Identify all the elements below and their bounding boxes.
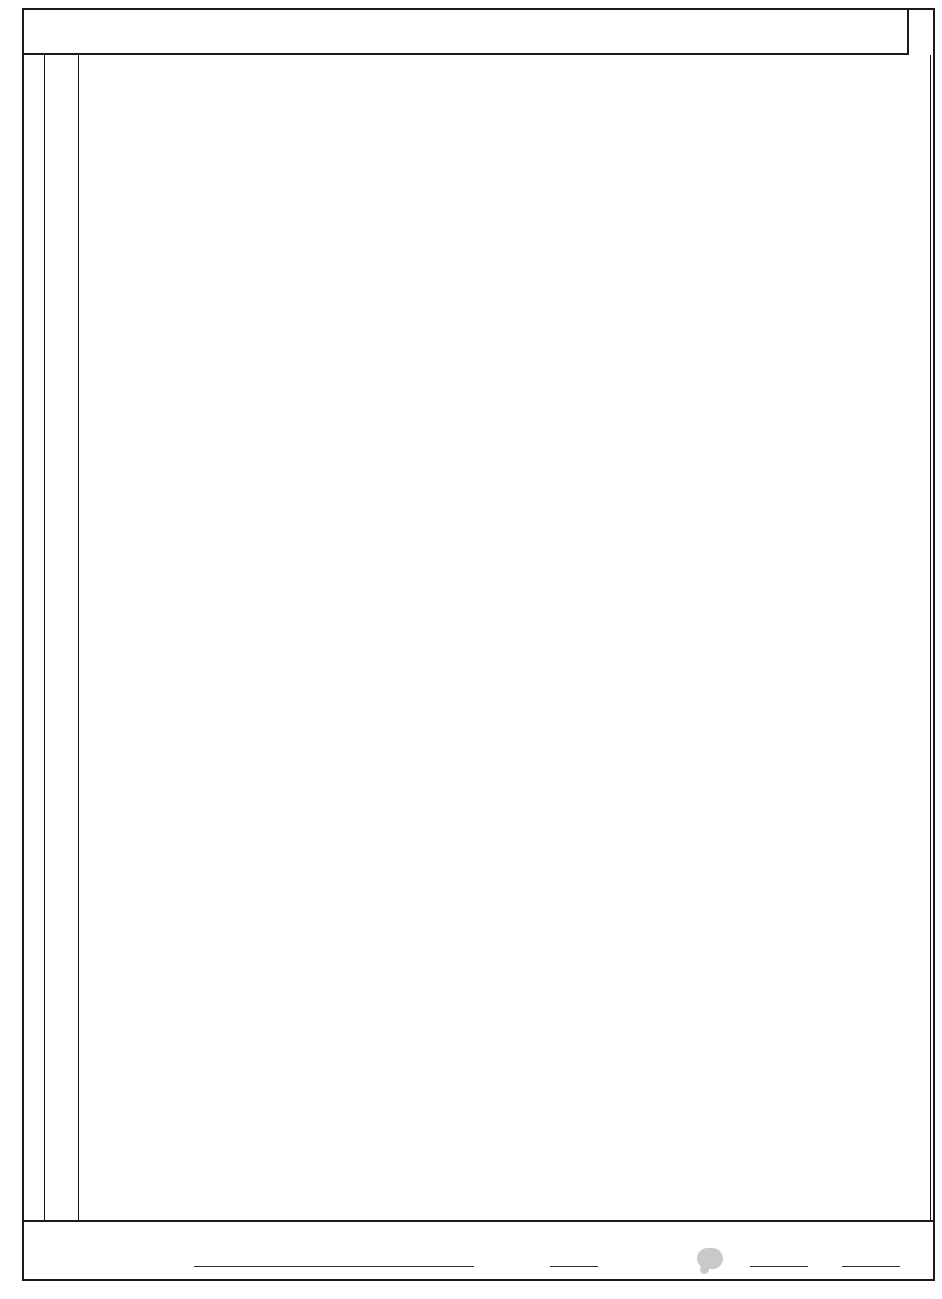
title-rev-box — [907, 10, 935, 55]
datasheet-no-field[interactable] — [194, 1266, 474, 1267]
content-layer — [22, 55, 935, 1220]
page-footer — [22, 1220, 935, 1281]
sheet-total-field[interactable] — [842, 1266, 900, 1267]
document-title-band — [24, 10, 907, 55]
rev-field[interactable] — [550, 1266, 598, 1267]
sheet-number-field[interactable] — [750, 1266, 808, 1267]
